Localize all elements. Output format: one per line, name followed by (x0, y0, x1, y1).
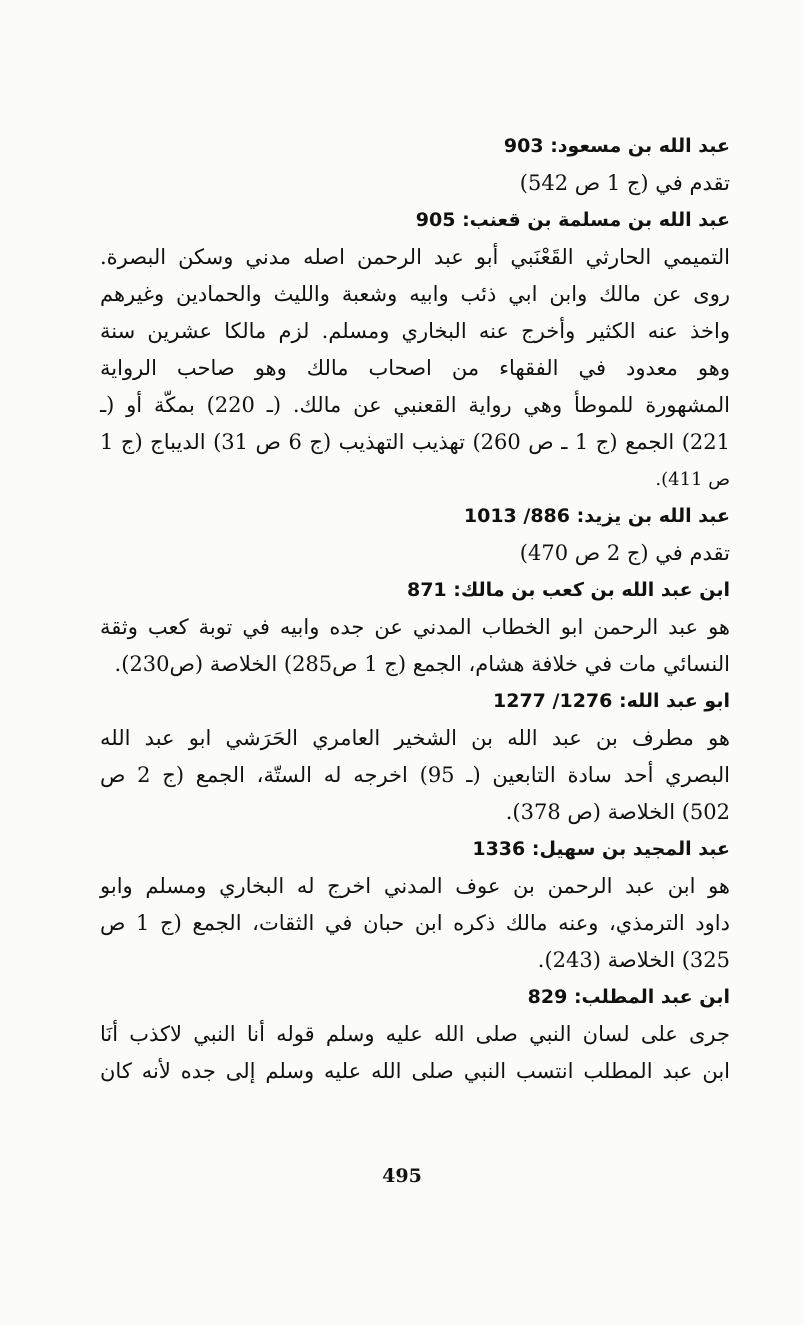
entry-line: 502) الخلاصة (ص 378). (505, 800, 730, 824)
entry-line: وهو معدود في الفقهاء من اصحاب مالك وهو صاحب الرواية (100, 356, 730, 380)
entry-line: ابن عبد المطلب انتسب النبي صلى الله عليه وسلم إلى جده لأنه كان (100, 1059, 730, 1083)
entry-line: المشهورة للموطأ وهي رواية القعنبي عن مالك. (ـ 220) بمكّة أو (ـ (100, 393, 730, 417)
entry-line: 325) الخلاصة (243). (537, 948, 730, 972)
entry-heading: عبد الله بن مسعود: 903 (503, 135, 730, 157)
entry-line: 221) الجمع (ج 1 ـ ص 260) تهذيب التهذيب (ج 6 ص 31) الديباج (ج 1 (100, 430, 730, 454)
entry-line: داود الترمذي، وعنه مالك ذكره ابن حبان في الثقات، الجمع (ج 1 ص (100, 911, 730, 935)
entry-heading: عبد الله بن يزيد: 886/ 1013 (463, 505, 730, 527)
entry-line: تقدم في (ج 2 ص 470) (519, 541, 730, 565)
entry-heading: ابو عبد الله: 1276/ 1277 (493, 690, 730, 712)
entry-line: هو عبد الرحمن ابو الخطاب المدني عن جده وابيه في توبة كعب وثقة (100, 615, 730, 639)
entry-heading: عبد المجيد بن سهيل: 1336 (472, 838, 730, 860)
entry-line: هو ابن عبد الرحمن بن عوف المدني اخرج له البخاري ومسلم وابو (100, 874, 730, 898)
page-number: 495 (382, 1165, 422, 1187)
entry-line: جرى على لسان النبي صلى الله عليه وسلم قوله أنا النبي لاكذب أنَا (100, 1022, 730, 1046)
entry-line: التميمي الحارثي القَعْنَبي أبو عبد الرحمن اصله مدني وسكن البصرة. (100, 245, 730, 269)
entry-line: هو مطرف بن عبد الله بن الشخير العامري الحَرَشي ابو عبد الله (100, 726, 730, 750)
entry-heading: ابن عبد المطلب: 829 (527, 986, 730, 1008)
page-body (100, 128, 730, 1090)
entry-line: تقدم في (ج 1 ص 542) (519, 171, 730, 195)
entry-line: النسائي مات في خلافة هشام، الجمع (ج 1 ص285) الخلاصة (ص230). (114, 652, 730, 676)
entry-heading: ابن عبد الله بن كعب بن مالك: 871 (406, 579, 730, 601)
entry-line: واخذ عنه الكثير وأخرج عنه البخاري ومسلم. لزم مالكا عشرين سنة (100, 319, 730, 343)
entry-heading: عبد الله بن مسلمة بن قعنب: 905 (415, 209, 730, 231)
entry-line: البصري أحد سادة التابعين (ـ 95) اخرجه له الستّة، الجمع (ج 2 ص (100, 763, 730, 787)
entry-line: ص 411). (655, 469, 730, 490)
entry-line: روى عن مالك وابن ابي ذئب وابيه وشعبة والليث والحمادين وغيرهم (100, 282, 730, 306)
